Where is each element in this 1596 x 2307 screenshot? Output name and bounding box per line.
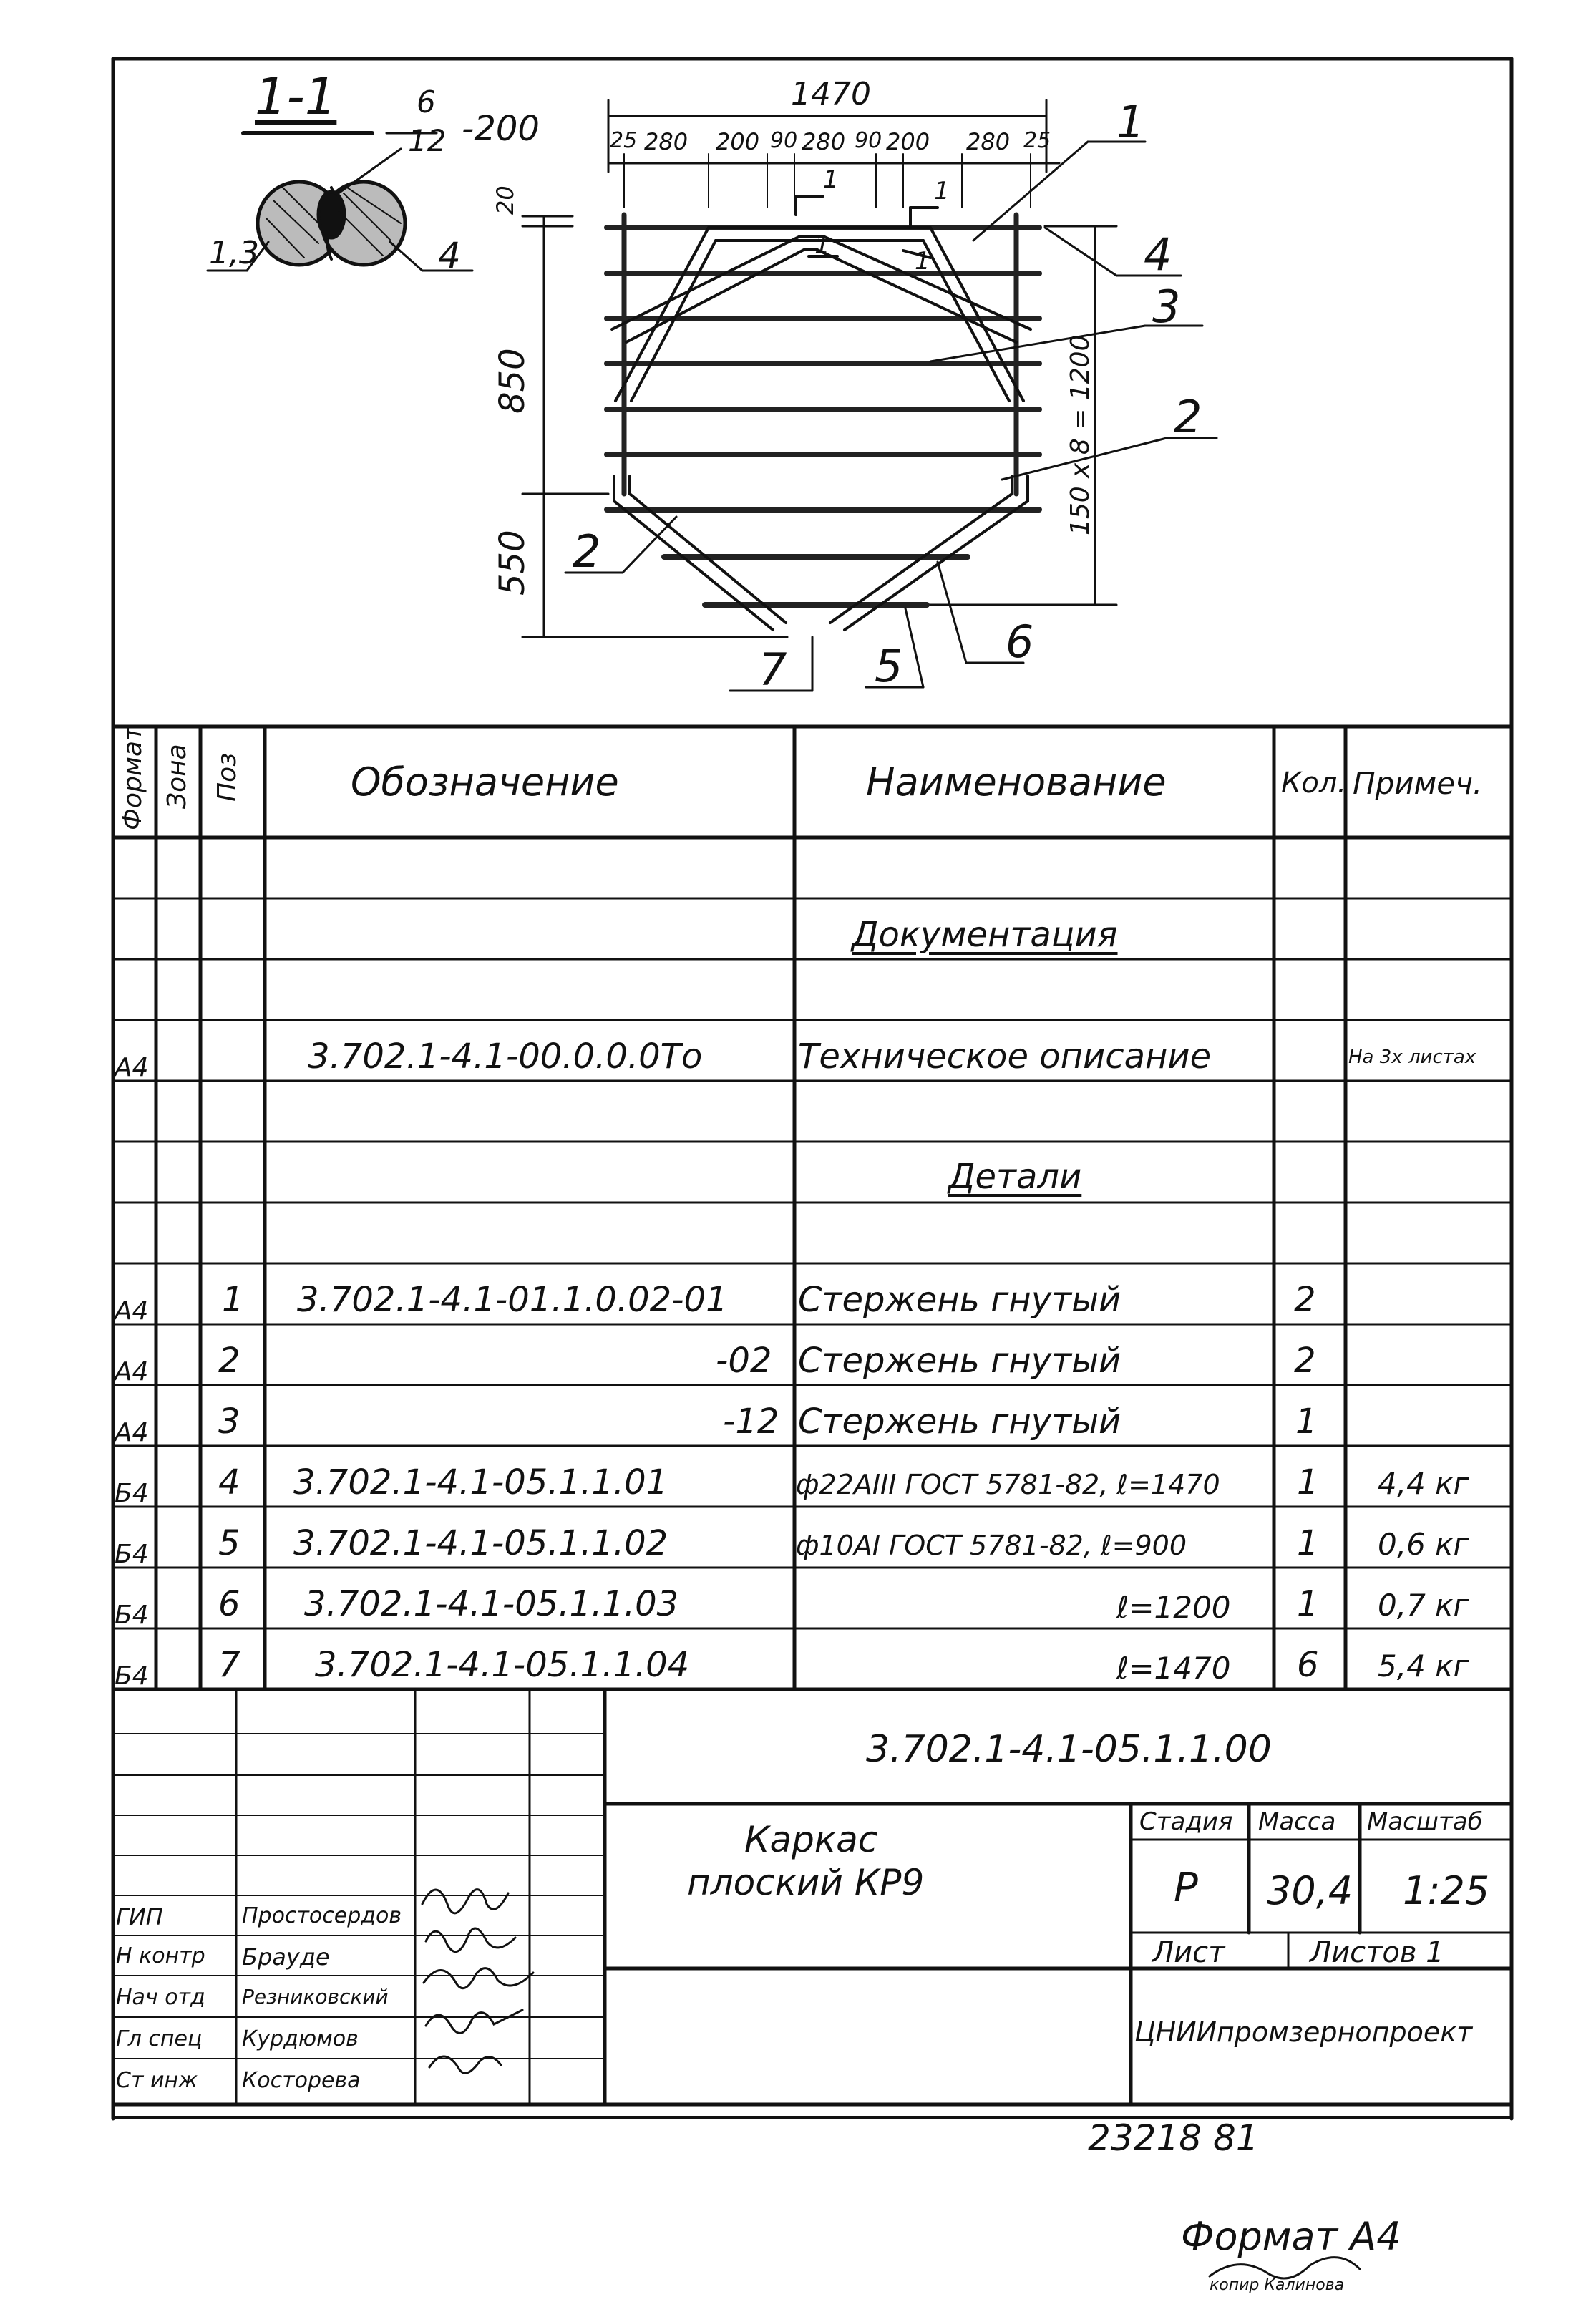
dim-550: 550 <box>492 530 532 596</box>
row-7-qty: 6 <box>1297 1645 1319 1685</box>
row-2-name: Стержень гнутый <box>798 1341 1121 1381</box>
callout-6: 6 <box>1006 616 1034 668</box>
row-6-qty: 1 <box>1297 1584 1319 1624</box>
row-3-pos: 3 <box>218 1402 240 1442</box>
weld-left-label: 1,3 <box>209 235 259 271</box>
row-5-qty: 1 <box>1297 1523 1319 1563</box>
header-format: Формат <box>118 725 147 830</box>
weld-right-label: 4 <box>438 235 461 276</box>
row-6-note: 0,7 кг <box>1378 1588 1469 1623</box>
signer-role-1: ГИП <box>116 1903 163 1930</box>
row-3-format: А4 <box>115 1418 149 1447</box>
callout-4: 4 <box>1144 228 1172 281</box>
row-6-format: Б4 <box>115 1601 149 1630</box>
row-4-pos: 4 <box>218 1462 240 1502</box>
row-5-note: 0,6 кг <box>1378 1527 1469 1562</box>
row-1-pos: 1 <box>222 1280 244 1320</box>
signer-name-5: Косторева <box>242 2068 361 2093</box>
title-line-1: Каркас <box>744 1819 878 1860</box>
dim-segment-4: 90 <box>770 128 798 153</box>
stage-value: Р <box>1174 1865 1198 1911</box>
row-4-qty: 1 <box>1297 1462 1319 1502</box>
signer-name-1: Простосердов <box>242 1903 402 1928</box>
row-6-pos: 6 <box>218 1584 240 1624</box>
callout-7: 7 <box>759 643 787 696</box>
row-6-name: ℓ=1200 <box>1116 1590 1231 1625</box>
inventory-number: 23218 81 <box>1088 2117 1259 2159</box>
dim-top-small: 20 <box>492 185 519 215</box>
signer-role-5: Ст инж <box>116 2068 198 2093</box>
scale-label: Масштаб <box>1367 1807 1483 1836</box>
header-note: Примеч. <box>1353 766 1483 801</box>
row-2-pos: 2 <box>218 1341 240 1381</box>
callout-5: 5 <box>875 640 903 692</box>
row-1-qty: 2 <box>1294 1280 1316 1320</box>
section-tag-c: 1 <box>814 231 830 260</box>
sheets-label: Листов 1 <box>1310 1936 1444 1969</box>
dim-segment-7: 200 <box>886 128 930 155</box>
weld-spacing: -200 <box>462 109 540 149</box>
row-1-name: Стержень гнутый <box>798 1280 1121 1320</box>
copied-by: копир Калинова <box>1210 2276 1345 2294</box>
dim-segment-1: 25 <box>610 128 638 153</box>
organization: ЦНИИпромзернопроект <box>1134 2016 1473 2048</box>
section-details: Детали <box>948 1157 1082 1197</box>
dim-overall: 1470 <box>791 76 871 112</box>
row-0-note: На 3х листах <box>1348 1046 1476 1068</box>
header-designation: Обозначение <box>351 759 619 805</box>
row-5-format: Б4 <box>115 1540 149 1569</box>
dim-right-spacing: 150 x 8 = 1200 <box>1066 334 1095 535</box>
row-0-format: А4 <box>115 1053 149 1082</box>
row-7-name: ℓ=1470 <box>1116 1651 1231 1686</box>
row-3-qty: 1 <box>1295 1402 1318 1442</box>
format-label: Формат А4 <box>1181 2214 1401 2259</box>
signer-role-4: Гл спец <box>116 2026 203 2051</box>
signer-name-2: Брауде <box>242 1943 330 1971</box>
mass-value: 30,4 <box>1267 1868 1353 1913</box>
callout-3: 3 <box>1152 281 1181 333</box>
weld-bottom-size: 12 <box>408 123 447 158</box>
row-4-designation: 3.702.1-4.1-05.1.1.01 <box>293 1462 668 1502</box>
section-tag-d: 1 <box>915 247 930 276</box>
row-4-note: 4,4 кг <box>1378 1466 1469 1501</box>
row-2-qty: 2 <box>1294 1341 1316 1381</box>
dim-segment-2: 280 <box>644 128 688 155</box>
row-7-format: Б4 <box>115 1661 149 1691</box>
section-mark: 1-1 <box>255 67 337 126</box>
callout-2-right: 2 <box>1174 391 1202 443</box>
row-3-name: Стержень гнутый <box>798 1402 1121 1442</box>
mass-label: Масса <box>1258 1807 1336 1836</box>
header-zone: Зона <box>162 744 192 809</box>
section-documentation: Документация <box>852 915 1118 955</box>
row-0-designation: 3.702.1-4.1-00.0.0.0То <box>308 1036 703 1077</box>
row-1-format: А4 <box>115 1296 149 1326</box>
row-3-designation: -12 <box>723 1402 779 1442</box>
section-tag-a: 1 <box>823 165 839 194</box>
frame-kr9-drawing <box>522 96 1217 696</box>
callout-1: 1 <box>1116 96 1145 148</box>
dim-segment-8: 280 <box>966 128 1011 155</box>
dim-segment-3: 200 <box>716 128 760 155</box>
row-6-designation: 3.702.1-4.1-05.1.1.03 <box>304 1584 679 1624</box>
row-5-name: ф10АI ГОСТ 5781-82, ℓ=900 <box>796 1530 1187 1561</box>
section-tag-b: 1 <box>934 177 950 205</box>
row-2-format: А4 <box>115 1357 149 1386</box>
header-name: Наименование <box>866 759 1167 805</box>
row-1-designation: 3.702.1-4.1-01.1.0.02-01 <box>297 1280 728 1320</box>
header-pos: Поз <box>213 752 242 802</box>
stage-label: Стадия <box>1139 1807 1233 1836</box>
row-5-pos: 5 <box>218 1523 240 1563</box>
weld-top-size: 6 <box>417 84 436 120</box>
scale-value: 1:25 <box>1403 1868 1490 1913</box>
callout-2-left: 2 <box>573 525 601 578</box>
signer-role-2: Н контр <box>116 1943 205 1968</box>
title-line-2: плоский КР9 <box>687 1862 925 1903</box>
signer-name-4: Курдюмов <box>242 2026 359 2051</box>
row-7-designation: 3.702.1-4.1-05.1.1.04 <box>315 1645 690 1685</box>
row-4-format: Б4 <box>115 1479 149 1508</box>
signer-role-3: Нач отд <box>116 1985 205 2010</box>
doc-code: 3.702.1-4.1-05.1.1.00 <box>866 1728 1272 1771</box>
dim-segment-9: 25 <box>1023 128 1051 153</box>
row-7-note: 5,4 кг <box>1378 1648 1469 1684</box>
signer-name-3: Резниковский <box>242 1985 389 2009</box>
row-5-designation: 3.702.1-4.1-05.1.1.02 <box>293 1523 668 1563</box>
row-2-designation: -02 <box>716 1341 772 1381</box>
row-7-pos: 7 <box>218 1645 240 1685</box>
row-4-name: ф22АIII ГОСТ 5781-82, ℓ=1470 <box>796 1469 1220 1500</box>
dim-segment-5: 280 <box>802 128 846 155</box>
dim-segment-6: 90 <box>855 128 882 153</box>
dim-850: 850 <box>492 348 532 414</box>
header-qty: Кол. <box>1281 767 1347 800</box>
row-0-name: Техническое описание <box>798 1036 1212 1077</box>
sheet-label: Лист <box>1152 1936 1225 1969</box>
